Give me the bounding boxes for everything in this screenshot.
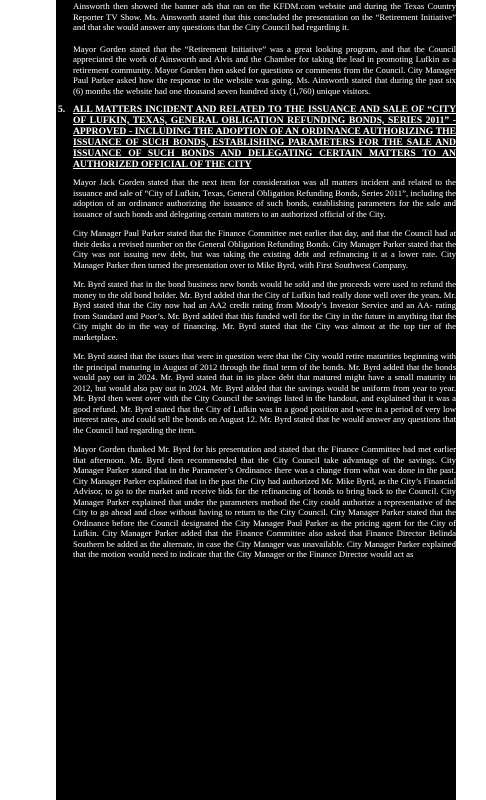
paragraph: Mayor Gorden stated that the “Retirement Initiative” was a great looking program, and that the Council appreciated the work of Ainsworth and Alvis and the Chamber for taking the lead in promoting Lufkin as a retirement community. Mayor Gorden then asked for questions or comments from the Council. City Manager Paul Parker asked how the response to the website was going. Ms. Ainsworth stated that during the past six (6) months the website had one thousand seven hundred sixty (1,760) unique visitors. (73, 43, 456, 96)
agenda-item-number: 5. (58, 105, 66, 115)
paragraph: Mayor Jack Gorden stated that the next item for consideration was all matters incident and related to the issuance and sale of “City of Lufkin, Texas, General Obligation Refunding Bonds, Series 2011”, including the adoption of an ordinance authorizing the issuance of such bonds, establishing parameters for the sale and issuance of such bonds and delegating certain matters to an authorized official of the City. (73, 177, 456, 219)
document-page (56, 0, 456, 800)
paragraph: Mayor Gorden thanked Mr. Byrd for his presentation and stated that the Finance Committee had met earlier that afternoon. Mr. Byrd then recommended that the City Council take advantage of the savings. City Manager Parker stated that in the Parameter’s Ordinance there was a change from what was done in the past. City Manager Parker explained that in the past the City had authorized Mr. Mike Byrd, as the City’s Financial Advisor, to go to the market and receive bids for the refinancing of bonds to bring back to the Council. City Manager Parker explained that under the parameters method the City could authorize a representative of the City to go ahead and close without having to return to the City Council. City Manager Parker stated that the Ordinance before the Council designated the City Manager Paul Parker as the pricing agent for the City of Lufkin. City Manager Parker added that the Finance Committee also asked that Finance Director Belinda Southern be added as the alternate, in case the City Manager was unavailable. City Manager Parker explained that the motion would need to indicate that the City Manager or the Finance Director would act as (73, 444, 456, 560)
paragraph: Mr. Byrd stated that the issues that were in question were that the City would retire maturities beginning with the principal maturing in August of 2012 through the final term of the bonds. Mr. Byrd added that the bonds would pay out in 2024. Mr. Byrd stated that in its place debt that matured might have a small maturity in 2012, but would also pay out in 2024. Mr. Byrd added that the savings would be uniform from year to year. Mr. Byrd then went over with the City Council the savings listed in the handout, and explained that it was a good refund. Mr. Byrd stated that the City of Lufkin was in a good position and were in a period of very low interest rates, and could sell the bonds on August 12. Mr. Byrd stated that he would answer any questions that the Council had regarding the item. (73, 351, 456, 435)
agenda-item (56, 105, 456, 170)
paragraph: City Manager Paul Parker stated that the Finance Committee met earlier that day, and that the Council had at their desks a revised number on the General Obligation Refunding Bonds. City Manager Parker stated that the City was not issuing new debt, but was taking the existing debt and refinancing it at a lower rate. City Manager Parker then turned the presentation over to Mike Byrd, with First Southwest Company. (73, 228, 456, 270)
paragraph: Ainsworth then showed the banner ads that ran on the KFDM.com website and during the Texas Country Reporter TV Show. Ms. Ainsworth stated that this concluded the presentation on the “Retirement Initiative” and that she would answer any questions that the City Council had regarding it. (73, 1, 456, 32)
agenda-item-title: ALL MATTERS INCIDENT AND RELATED TO THE ISSUANCE AND SALE OF “CITY OF LUFKIN, TEXAS, GENERAL OBLIGATION REFUNDING BONDS, SERIES 2011” - APPROVED - INCLUDING THE ADOPTION OF AN ORDINANCE AUTHORIZING THE ISSUANCE OF SUCH BONDS, ESTABLISHING PARAMETERS FOR THE SALE AND ISSUANCE OF SUCH BONDS AND DELEGATING CERTAIN MATTERS TO AN AUTHORIZED OFFICIAL OF THE CITY (73, 104, 456, 170)
paragraph: Mr. Byrd stated that in the bond business new bonds would be sold and the proceeds were used to refund the money to the old bond holder. Mr. Byrd added that the City of Lufkin had really done well over the years. Mr. Byrd stated that the City now had an AA2 credit rating from Moody’s Investor Service and an AA- rating from Standard and Poor’s. Mr. Byrd added that this funded well for the City in the future in anything that the City might do in the way of financing. Mr. Byrd stated that the City was almost at the top tier of the marketplace. (73, 279, 456, 342)
